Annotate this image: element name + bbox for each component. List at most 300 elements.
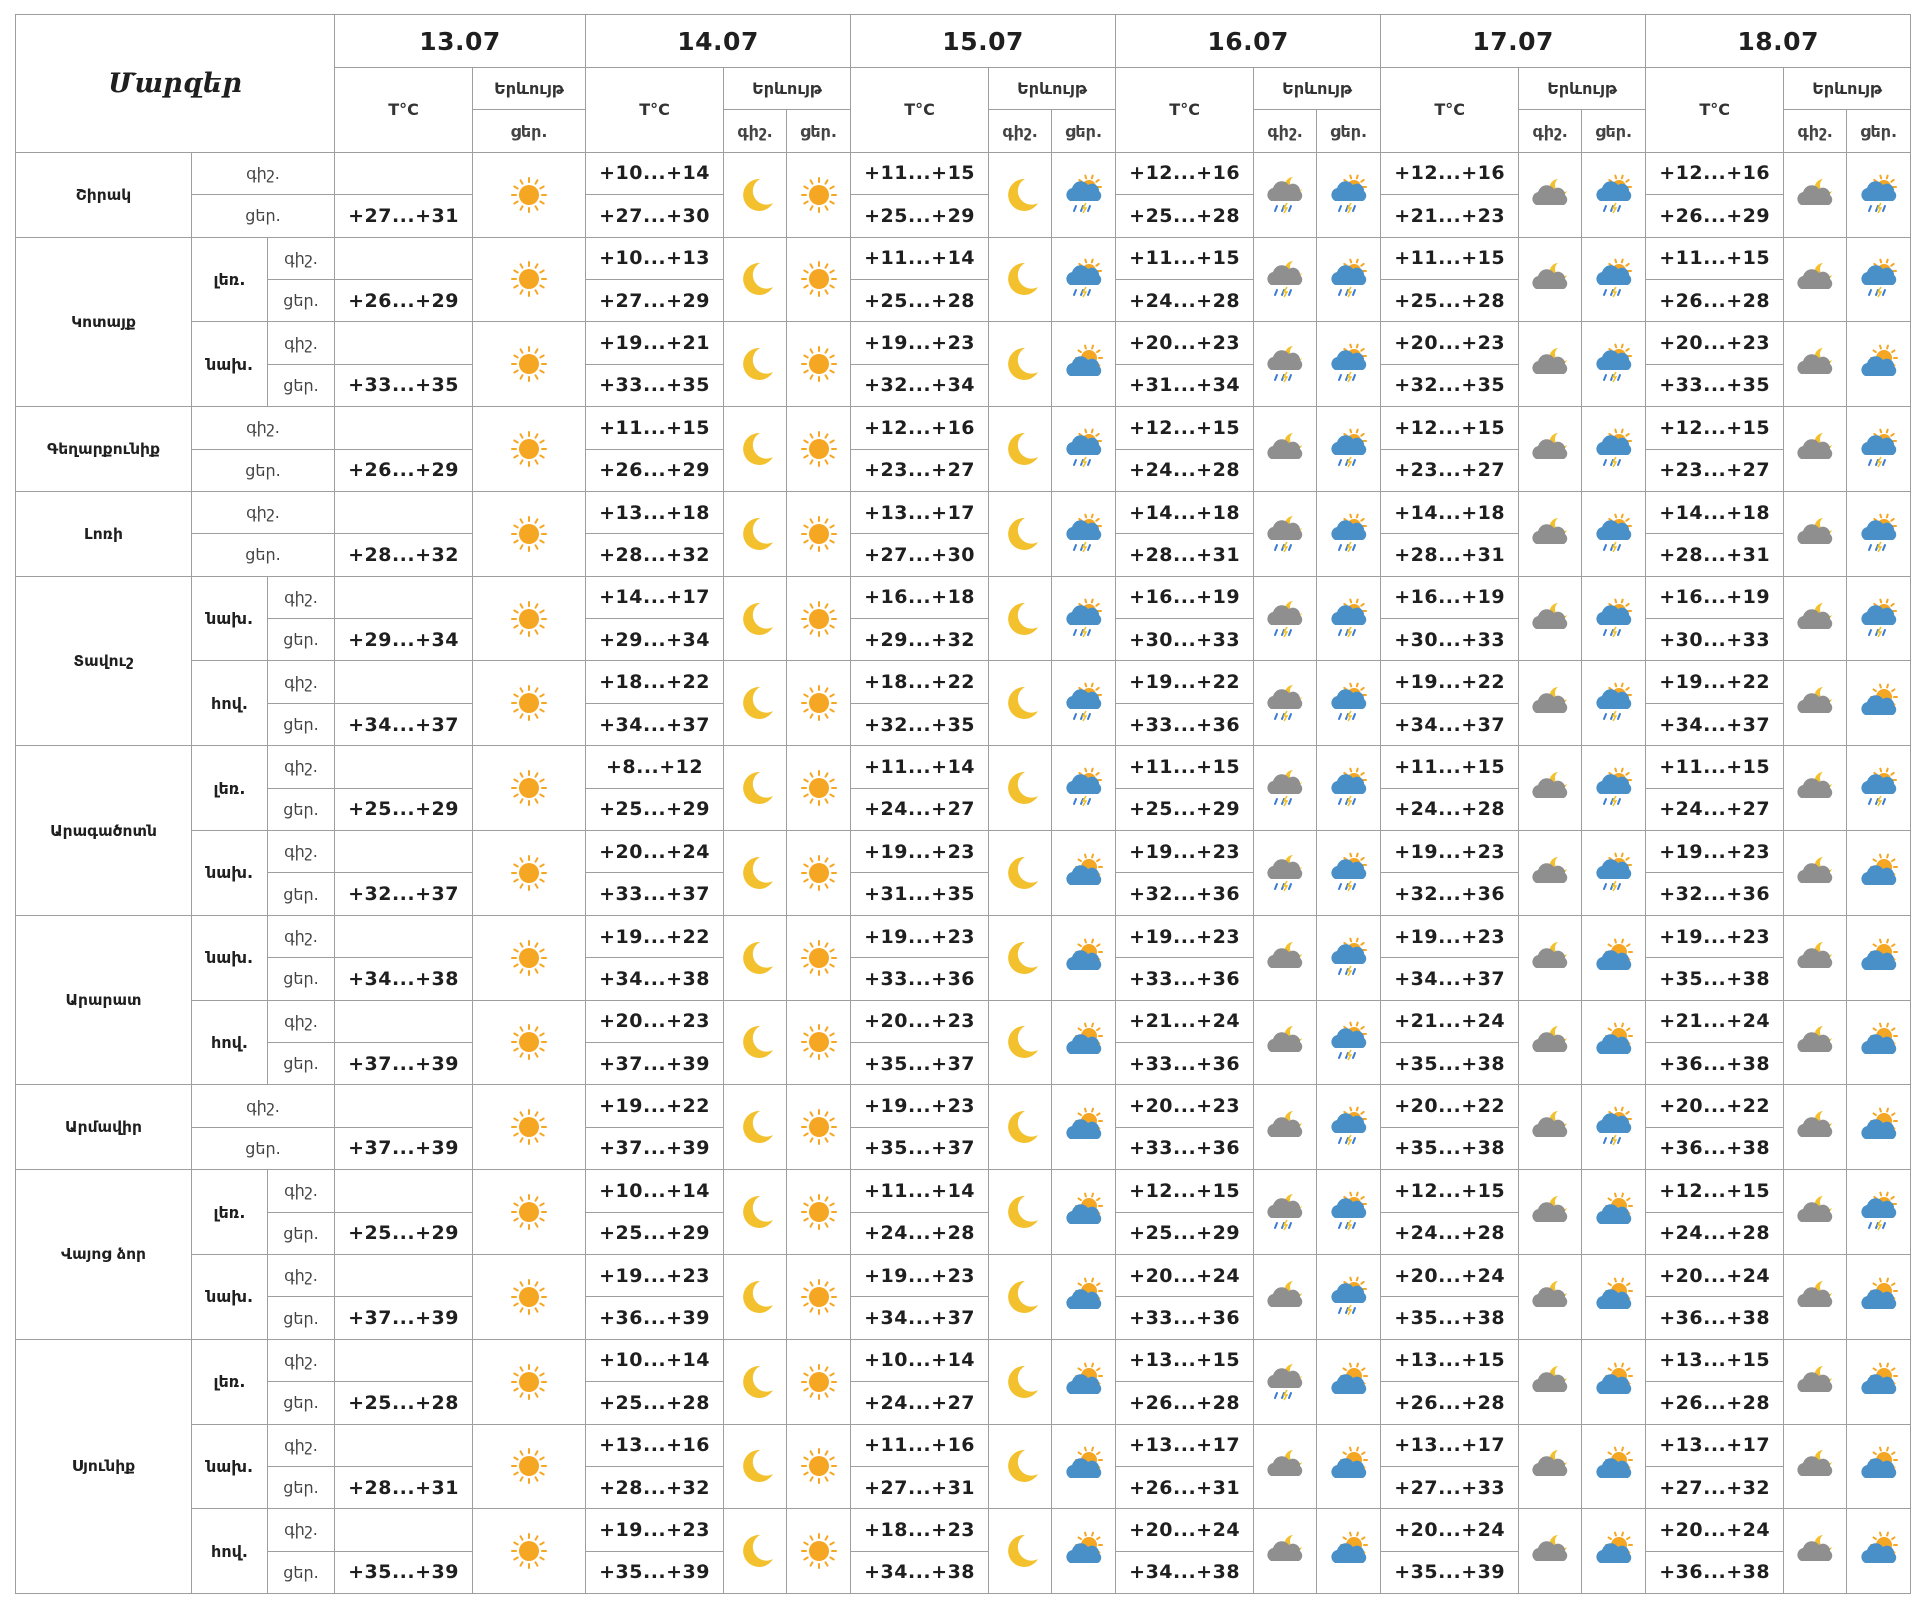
night-temp	[335, 915, 473, 957]
table-row	[16, 491, 1911, 533]
table-row	[16, 1085, 1911, 1127]
day-temp: +35...+39	[335, 1551, 473, 1593]
night-temp: +11...+14	[851, 1170, 989, 1212]
sun-cloud-rain-icon	[1317, 1170, 1381, 1255]
day-label: ցեր.	[192, 534, 335, 576]
day-temp: +37...+39	[586, 1042, 724, 1084]
phenomenon-label: Երևույթ	[473, 68, 586, 110]
day-label: ցեր.	[1847, 110, 1911, 152]
day-temp: +30...+33	[1381, 619, 1519, 661]
night-temp: +13...+16	[586, 1424, 724, 1466]
night-temp: +12...+15	[1646, 1170, 1784, 1212]
moon-icon	[989, 746, 1052, 831]
day-temp: +33...+36	[1116, 703, 1254, 745]
sun-cloud-rain-icon	[1317, 491, 1381, 576]
moon-icon	[724, 1000, 787, 1085]
sun-cloud-icon	[1317, 1424, 1381, 1509]
night-label: գիշ.	[268, 831, 335, 873]
day-temp: +34...+38	[1116, 1551, 1254, 1593]
sun-cloud-icon	[1052, 1509, 1116, 1594]
date-header: 16.07	[1116, 15, 1381, 68]
moon-icon	[724, 1339, 787, 1424]
sun-icon	[473, 1509, 586, 1594]
day-temp: +34...+38	[851, 1551, 989, 1593]
region-name: Վայոց ձոր	[16, 1170, 192, 1340]
sun-cloud-rain-icon	[1317, 1000, 1381, 1085]
night-temp: +20...+24	[1116, 1509, 1254, 1551]
night-temp	[335, 1254, 473, 1296]
day-temp: +29...+32	[851, 619, 989, 661]
moon-icon	[724, 491, 787, 576]
temp-label: T°C	[851, 68, 989, 153]
night-temp: +20...+22	[1646, 1085, 1784, 1127]
sun-cloud-rain-icon	[1582, 407, 1646, 492]
table-row	[16, 915, 1911, 957]
day-temp: +24...+27	[1646, 788, 1784, 830]
day-temp: +32...+36	[1646, 873, 1784, 915]
day-temp: +32...+34	[851, 364, 989, 406]
sun-icon	[787, 1170, 851, 1255]
day-temp: +24...+27	[851, 1382, 989, 1424]
moon-icon	[989, 491, 1052, 576]
day-temp: +34...+37	[1646, 703, 1784, 745]
night-temp: +11...+15	[1116, 237, 1254, 279]
sun-cloud-rain-icon	[1582, 237, 1646, 322]
night-temp: +20...+24	[1381, 1254, 1519, 1296]
day-temp: +33...+36	[1116, 958, 1254, 1000]
subzone-name: լեռ.	[192, 1339, 268, 1424]
day-temp: +33...+36	[1116, 1127, 1254, 1169]
sun-cloud-rain-icon	[1317, 237, 1381, 322]
sun-icon	[787, 576, 851, 661]
cloud-rain-moon-icon	[1254, 576, 1317, 661]
moon-icon	[724, 237, 787, 322]
sun-cloud-rain-icon	[1317, 576, 1381, 661]
night-temp: +10...+14	[851, 1339, 989, 1381]
moon-icon	[989, 152, 1052, 237]
night-temp: +10...+14	[586, 1170, 724, 1212]
night-temp: +13...+15	[1116, 1339, 1254, 1381]
day-temp: +27...+31	[851, 1466, 989, 1508]
day-temp: +24...+27	[851, 788, 989, 830]
sun-cloud-icon	[1052, 831, 1116, 916]
night-label: գիշ.	[1519, 110, 1582, 152]
cloud-rain-moon-icon	[1254, 1339, 1317, 1424]
sun-cloud-icon	[1317, 1509, 1381, 1594]
temp-label: T°C	[1116, 68, 1254, 153]
day-temp: +35...+38	[1381, 1297, 1519, 1339]
day-temp: +23...+27	[1381, 449, 1519, 491]
night-temp: +16...+19	[1381, 576, 1519, 618]
moon-icon	[724, 746, 787, 831]
sun-cloud-icon	[1582, 1170, 1646, 1255]
sun-cloud-rain-icon	[1847, 746, 1911, 831]
sun-cloud-rain-icon	[1847, 1170, 1911, 1255]
night-label: գիշ.	[268, 322, 335, 364]
sun-cloud-rain-icon	[1317, 152, 1381, 237]
day-label: ցեր.	[268, 1212, 335, 1254]
day-temp: +35...+39	[586, 1551, 724, 1593]
night-temp: +13...+17	[1116, 1424, 1254, 1466]
night-label: գիշ.	[268, 1254, 335, 1296]
night-temp: +11...+15	[586, 407, 724, 449]
cloud-moon-icon	[1784, 831, 1847, 916]
cloud-moon-icon	[1519, 915, 1582, 1000]
sun-icon	[473, 152, 586, 237]
phenomenon-label: Երևույթ	[1519, 68, 1646, 110]
night-temp: +19...+22	[1381, 661, 1519, 703]
night-temp: +13...+15	[1381, 1339, 1519, 1381]
region-name: Արմավիր	[16, 1085, 192, 1170]
table-title: Մարզեր	[16, 15, 335, 153]
day-label: ցեր.	[268, 1551, 335, 1593]
sun-icon	[787, 322, 851, 407]
day-temp: +24...+28	[1116, 449, 1254, 491]
night-label: գիշ.	[268, 1509, 335, 1551]
day-temp: +35...+37	[851, 1042, 989, 1084]
day-temp: +32...+36	[1116, 873, 1254, 915]
moon-icon	[989, 407, 1052, 492]
moon-icon	[989, 237, 1052, 322]
night-temp: +18...+22	[586, 661, 724, 703]
region-name: Կոտայք	[16, 237, 192, 407]
night-temp: +20...+24	[1116, 1254, 1254, 1296]
moon-icon	[724, 322, 787, 407]
day-temp: +32...+37	[335, 873, 473, 915]
cloud-moon-icon	[1784, 576, 1847, 661]
night-temp: +14...+18	[1116, 491, 1254, 533]
day-temp: +24...+28	[1646, 1212, 1784, 1254]
day-label: ցեր.	[1582, 110, 1646, 152]
night-temp: +19...+23	[851, 1085, 989, 1127]
day-temp: +26...+31	[1116, 1466, 1254, 1508]
day-label: ցեր.	[268, 1382, 335, 1424]
sun-icon	[787, 915, 851, 1000]
day-temp: +34...+37	[851, 1297, 989, 1339]
subzone-name: նախ.	[192, 1424, 268, 1509]
sun-cloud-rain-icon	[1582, 661, 1646, 746]
cloud-moon-icon	[1519, 1509, 1582, 1594]
day-label: ցեր.	[192, 1127, 335, 1169]
day-temp: +37...+39	[335, 1297, 473, 1339]
table-row	[16, 322, 1911, 364]
moon-icon	[724, 1254, 787, 1339]
day-label: ցեր.	[268, 1466, 335, 1508]
sun-icon	[473, 491, 586, 576]
sun-icon	[787, 491, 851, 576]
night-temp: +20...+23	[1381, 322, 1519, 364]
day-temp: +33...+36	[1116, 1042, 1254, 1084]
cloud-moon-icon	[1519, 237, 1582, 322]
night-temp	[335, 407, 473, 449]
sun-cloud-rain-icon	[1847, 491, 1911, 576]
region-name: Տավուշ	[16, 576, 192, 746]
moon-icon	[724, 1085, 787, 1170]
night-temp: +19...+21	[586, 322, 724, 364]
day-temp: +25...+29	[335, 788, 473, 830]
sun-icon	[787, 1339, 851, 1424]
moon-icon	[989, 322, 1052, 407]
day-temp: +25...+29	[1116, 1212, 1254, 1254]
subzone-name: հով.	[192, 1509, 268, 1594]
day-label: ցեր.	[473, 110, 586, 152]
sun-icon	[473, 576, 586, 661]
moon-icon	[724, 152, 787, 237]
moon-icon	[989, 1339, 1052, 1424]
cloud-moon-icon	[1784, 1170, 1847, 1255]
day-temp: +24...+28	[1381, 788, 1519, 830]
night-temp	[335, 831, 473, 873]
sun-cloud-icon	[1847, 1424, 1911, 1509]
cloud-moon-icon	[1519, 152, 1582, 237]
day-label: ցեր.	[1317, 110, 1381, 152]
cloud-moon-icon	[1784, 1085, 1847, 1170]
day-temp: +24...+28	[851, 1212, 989, 1254]
night-temp: +20...+24	[1646, 1509, 1784, 1551]
night-temp: +19...+22	[586, 1085, 724, 1127]
sun-cloud-rain-icon	[1052, 237, 1116, 322]
sun-icon	[473, 1424, 586, 1509]
sun-icon	[787, 407, 851, 492]
moon-icon	[724, 407, 787, 492]
night-temp: +19...+22	[1116, 661, 1254, 703]
night-temp: +21...+24	[1381, 1000, 1519, 1042]
night-label: գիշ.	[192, 407, 335, 449]
sun-cloud-icon	[1582, 1424, 1646, 1509]
day-temp: +24...+28	[1116, 279, 1254, 321]
night-temp: +12...+15	[1646, 407, 1784, 449]
day-temp: +28...+31	[335, 1466, 473, 1508]
sun-cloud-icon	[1052, 1254, 1116, 1339]
night-temp: +20...+24	[586, 831, 724, 873]
date-header: 15.07	[851, 15, 1116, 68]
subzone-name: նախ.	[192, 1254, 268, 1339]
table-row	[16, 1170, 1911, 1212]
cloud-rain-moon-icon	[1254, 491, 1317, 576]
sun-cloud-icon	[1847, 831, 1911, 916]
cloud-moon-icon	[1519, 1085, 1582, 1170]
sun-cloud-icon	[1052, 1170, 1116, 1255]
day-temp: +34...+37	[586, 703, 724, 745]
day-temp: +29...+34	[335, 619, 473, 661]
day-temp: +26...+28	[1646, 279, 1784, 321]
day-temp: +34...+37	[1381, 958, 1519, 1000]
sun-cloud-icon	[1847, 915, 1911, 1000]
moon-icon	[724, 1170, 787, 1255]
night-temp: +11...+15	[1646, 237, 1784, 279]
sun-cloud-icon	[1582, 1509, 1646, 1594]
night-temp	[335, 322, 473, 364]
sun-icon	[473, 831, 586, 916]
day-label: ցեր.	[268, 619, 335, 661]
sun-icon	[473, 1254, 586, 1339]
night-temp: +13...+17	[1646, 1424, 1784, 1466]
sun-cloud-icon	[1582, 915, 1646, 1000]
day-temp: +26...+29	[586, 449, 724, 491]
day-temp: +32...+35	[1381, 364, 1519, 406]
day-temp: +27...+33	[1381, 1466, 1519, 1508]
sun-icon	[787, 1254, 851, 1339]
night-temp: +11...+14	[851, 237, 989, 279]
moon-icon	[724, 1509, 787, 1594]
day-temp: +33...+36	[1116, 1297, 1254, 1339]
cloud-moon-icon	[1254, 1509, 1317, 1594]
cloud-moon-icon	[1254, 407, 1317, 492]
cloud-moon-icon	[1784, 661, 1847, 746]
date-header: 13.07	[335, 15, 586, 68]
day-temp: +25...+29	[1116, 788, 1254, 830]
day-temp: +35...+37	[851, 1127, 989, 1169]
day-temp: +36...+38	[1646, 1297, 1784, 1339]
night-temp: +19...+23	[851, 322, 989, 364]
day-temp: +23...+27	[1646, 449, 1784, 491]
subzone-name: նախ.	[192, 831, 268, 916]
sun-cloud-rain-icon	[1847, 576, 1911, 661]
day-temp: +27...+30	[586, 195, 724, 237]
night-temp: +12...+16	[1646, 152, 1784, 194]
night-temp: +13...+17	[1381, 1424, 1519, 1466]
region-name: Արարատ	[16, 915, 192, 1085]
cloud-moon-icon	[1519, 1424, 1582, 1509]
day-label: ցեր.	[192, 195, 335, 237]
forecast-body	[16, 152, 1911, 1593]
night-temp: +11...+16	[851, 1424, 989, 1466]
night-temp: +21...+24	[1116, 1000, 1254, 1042]
day-temp: +28...+31	[1646, 534, 1784, 576]
sun-cloud-rain-icon	[1052, 407, 1116, 492]
night-temp: +18...+22	[851, 661, 989, 703]
night-temp: +19...+23	[1116, 831, 1254, 873]
day-temp: +35...+38	[1646, 958, 1784, 1000]
night-temp: +10...+14	[586, 152, 724, 194]
cloud-rain-moon-icon	[1254, 152, 1317, 237]
sun-icon	[473, 322, 586, 407]
cloud-moon-icon	[1784, 491, 1847, 576]
sun-cloud-rain-icon	[1317, 915, 1381, 1000]
day-temp: +30...+33	[1116, 619, 1254, 661]
cloud-moon-icon	[1784, 322, 1847, 407]
sun-icon	[787, 1424, 851, 1509]
phenomenon-label: Երևույթ	[1254, 68, 1381, 110]
day-temp: +28...+32	[335, 534, 473, 576]
day-temp: +34...+38	[586, 958, 724, 1000]
sun-cloud-rain-icon	[1847, 152, 1911, 237]
day-temp: +25...+29	[586, 788, 724, 830]
night-label: գիշ.	[268, 661, 335, 703]
night-temp: +12...+16	[1116, 152, 1254, 194]
day-temp: +25...+28	[1381, 279, 1519, 321]
night-temp: +19...+23	[851, 915, 989, 957]
night-temp	[335, 1509, 473, 1551]
temp-label: T°C	[335, 68, 473, 153]
day-temp: +25...+28	[1116, 195, 1254, 237]
day-temp: +26...+29	[335, 279, 473, 321]
moon-icon	[989, 1424, 1052, 1509]
sun-cloud-rain-icon	[1582, 831, 1646, 916]
day-temp: +25...+28	[335, 1382, 473, 1424]
night-label: գիշ.	[268, 1424, 335, 1466]
sun-cloud-rain-icon	[1847, 407, 1911, 492]
sun-cloud-rain-icon	[1582, 491, 1646, 576]
night-temp: +19...+22	[586, 915, 724, 957]
night-temp: +12...+16	[1381, 152, 1519, 194]
night-label: գիշ.	[268, 1339, 335, 1381]
subzone-name: նախ.	[192, 576, 268, 661]
night-temp: +19...+23	[851, 831, 989, 873]
moon-icon	[989, 915, 1052, 1000]
night-temp: +20...+24	[1381, 1509, 1519, 1551]
night-temp: +18...+23	[851, 1509, 989, 1551]
night-temp: +20...+23	[1646, 322, 1784, 364]
night-temp: +13...+17	[851, 491, 989, 533]
cloud-moon-icon	[1519, 1254, 1582, 1339]
subzone-name: լեռ.	[192, 237, 268, 322]
day-temp: +25...+29	[335, 1212, 473, 1254]
day-temp: +36...+38	[1646, 1127, 1784, 1169]
sun-cloud-icon	[1052, 1000, 1116, 1085]
cloud-moon-icon	[1519, 661, 1582, 746]
sun-cloud-icon	[1847, 322, 1911, 407]
night-label: գիշ.	[268, 746, 335, 788]
day-temp: +33...+35	[1646, 364, 1784, 406]
night-temp: +20...+22	[1381, 1085, 1519, 1127]
day-label: ցեր.	[268, 1297, 335, 1339]
night-temp: +19...+22	[1646, 661, 1784, 703]
night-temp: +12...+15	[1116, 407, 1254, 449]
night-label: գիշ.	[1254, 110, 1317, 152]
night-label: գիշ.	[1784, 110, 1847, 152]
cloud-moon-icon	[1254, 1000, 1317, 1085]
night-temp: +19...+23	[1116, 915, 1254, 957]
sun-cloud-icon	[1582, 1339, 1646, 1424]
night-label: գիշ.	[192, 152, 335, 194]
night-label: գիշ.	[724, 110, 787, 152]
moon-icon	[989, 1509, 1052, 1594]
temp-label: T°C	[1646, 68, 1784, 153]
night-temp: +20...+23	[1116, 1085, 1254, 1127]
sun-cloud-icon	[1847, 1254, 1911, 1339]
night-temp	[335, 152, 473, 194]
cloud-moon-icon	[1519, 322, 1582, 407]
subzone-name: հով.	[192, 1000, 268, 1085]
sun-icon	[473, 746, 586, 831]
cloud-moon-icon	[1784, 1254, 1847, 1339]
night-temp: +13...+15	[1646, 1339, 1784, 1381]
subzone-name: լեռ.	[192, 746, 268, 831]
cloud-moon-icon	[1784, 746, 1847, 831]
night-temp: +21...+24	[1646, 1000, 1784, 1042]
day-temp: +35...+39	[1381, 1551, 1519, 1593]
night-temp: +10...+14	[586, 1339, 724, 1381]
day-temp: +28...+31	[1381, 534, 1519, 576]
day-label: ցեր.	[268, 788, 335, 830]
sun-cloud-rain-icon	[1582, 746, 1646, 831]
night-label: գիշ.	[268, 237, 335, 279]
cloud-moon-icon	[1784, 1339, 1847, 1424]
table-row	[16, 1424, 1911, 1466]
night-temp: +11...+15	[1646, 746, 1784, 788]
cloud-moon-icon	[1519, 1170, 1582, 1255]
subzone-name: լեռ.	[192, 1170, 268, 1255]
day-temp: +34...+38	[335, 958, 473, 1000]
night-temp: +19...+23	[586, 1509, 724, 1551]
forecast-table-wrapper	[15, 14, 1905, 1599]
night-temp: +19...+23	[1381, 831, 1519, 873]
day-temp: +36...+39	[586, 1297, 724, 1339]
table-row	[16, 1000, 1911, 1042]
sun-cloud-rain-icon	[1317, 1254, 1381, 1339]
night-temp	[335, 1170, 473, 1212]
